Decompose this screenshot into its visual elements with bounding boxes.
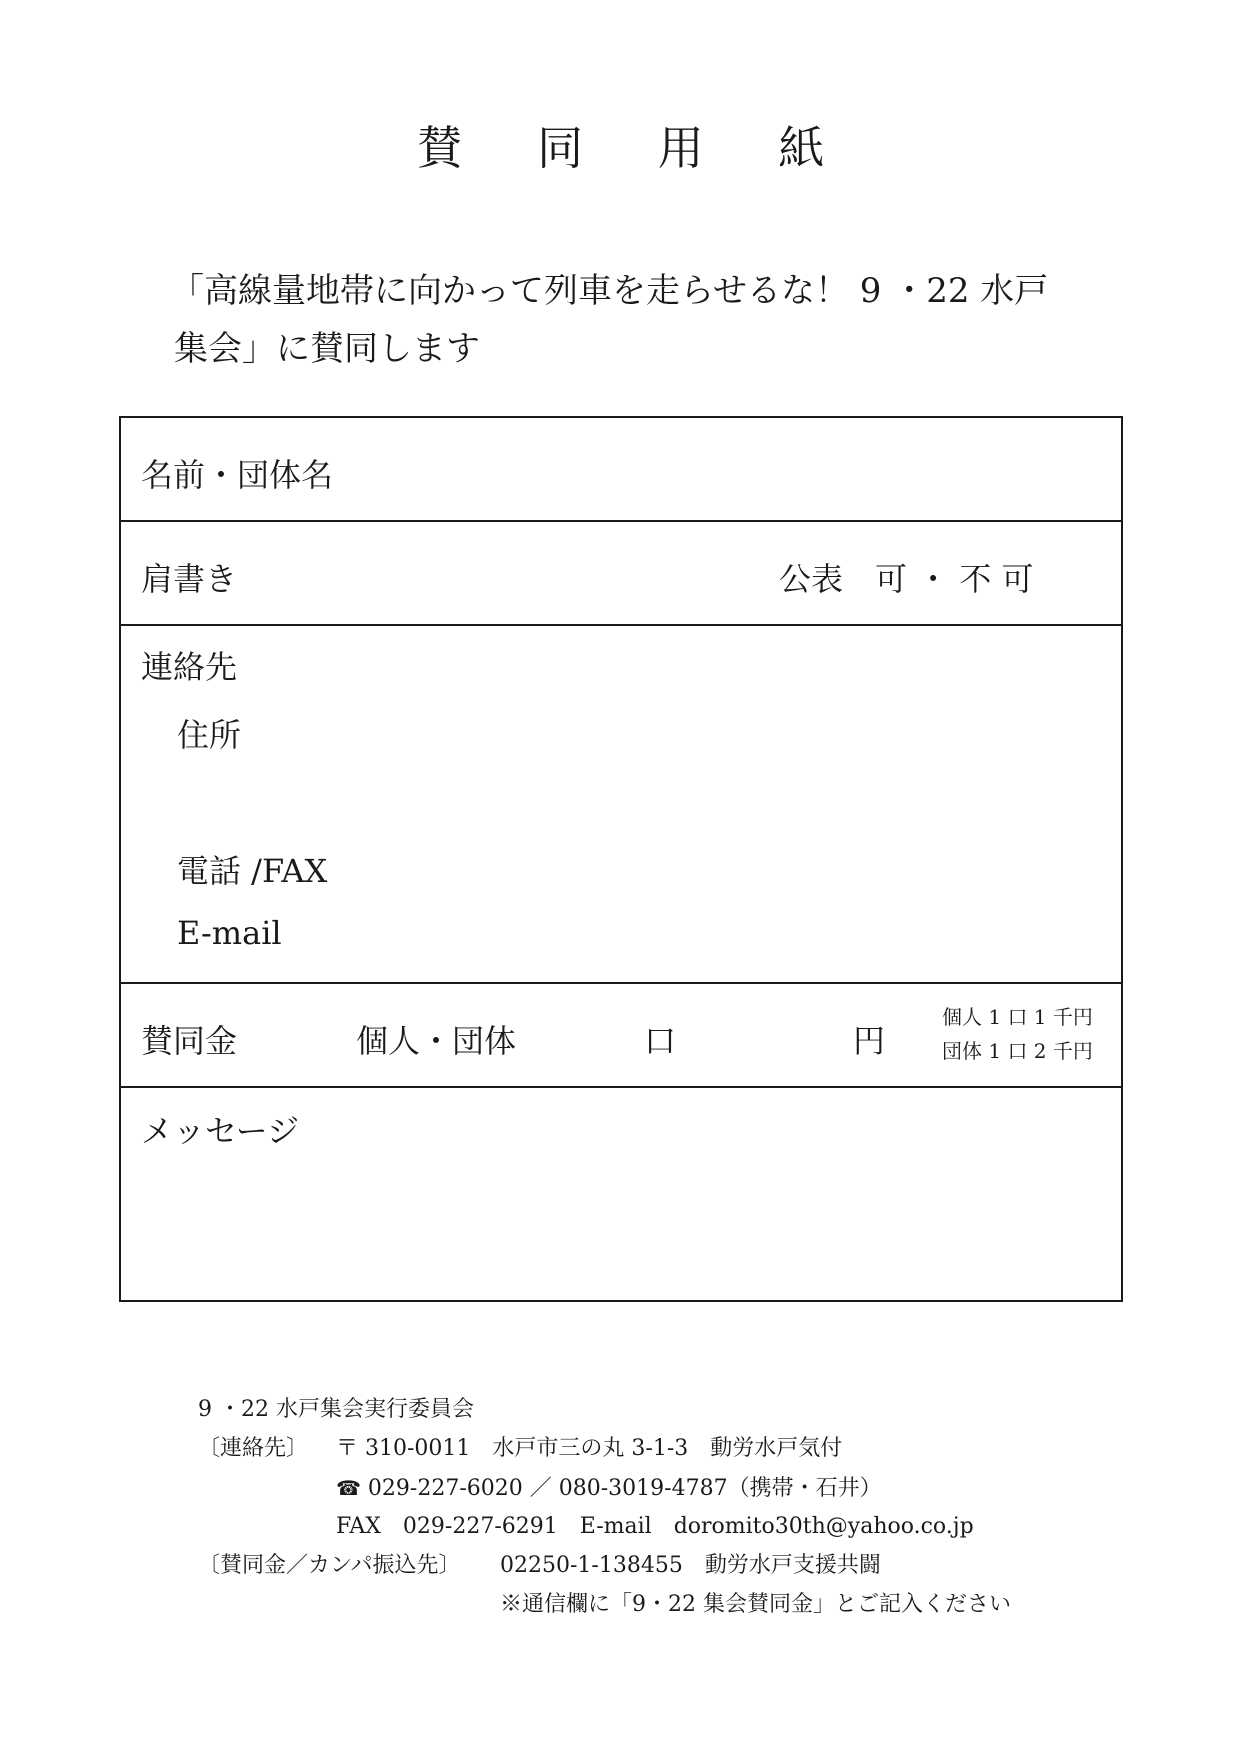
message-label: メッセージ: [141, 1112, 300, 1150]
endorsement-form: [119, 416, 1123, 1302]
name-label: 名前・団体名: [141, 456, 334, 494]
contact-heading: 〔連絡先〕: [198, 1436, 309, 1461]
donor-type-option[interactable]: 個人・団体: [356, 1022, 517, 1060]
donation-label: 賛同金: [141, 1022, 238, 1060]
intro-line-1: 「高線量地帯に向かって列車を走らせるな！ 9 ・22 水戸: [170, 271, 1049, 311]
address-field[interactable]: 住所: [177, 716, 242, 754]
transfer-account: 02250-1-138455 動労水戸支援共闘: [500, 1553, 881, 1578]
rate-group: 団体 1 口 2 千円: [942, 1039, 1093, 1063]
phone-line: [336, 1473, 882, 1504]
phone-numbers: 029-227-6020 ／ 080-3019-4787（携帯・石井）: [367, 1476, 882, 1501]
donation-rate-note: [942, 1000, 1093, 1068]
transfer-heading: 〔賛同金／カンパ振込先〕: [198, 1553, 461, 1578]
rate-individual: 個人 1 口 1 千円: [942, 1005, 1093, 1029]
intro-line-2: 集会」に賛同します: [174, 329, 480, 369]
message-row[interactable]: [121, 1088, 1121, 1302]
name-row[interactable]: [121, 418, 1121, 522]
units-field[interactable]: 口: [644, 1022, 677, 1060]
publish-option[interactable]: 公表 可 ・ 不 可: [779, 560, 1034, 598]
email-field[interactable]: E-mail: [177, 914, 282, 952]
affiliation-label: 肩書き: [141, 560, 238, 598]
intro-statement: [170, 262, 1090, 378]
postal-address: 〒 310-0011 水戸市三の丸 3-1-3 動労水戸気付: [336, 1436, 843, 1461]
committee-name: 9 ・22 水戸集会実行委員会: [198, 1397, 474, 1422]
page-title: 賛 同 用 紙: [416, 121, 855, 175]
affiliation-row[interactable]: [121, 522, 1121, 626]
transfer-note: ※通信欄に「9・22 集会賛同金」とご記入ください: [500, 1592, 1011, 1617]
contact-row: [121, 626, 1121, 984]
yen-field[interactable]: 円: [853, 1022, 886, 1060]
phone-fax-field[interactable]: 電話 /FAX: [177, 852, 328, 890]
fax-email-line: FAX 029-227-6291 E-mail doromito30th@yahoo.co.jp: [336, 1514, 974, 1539]
donation-row: [121, 984, 1121, 1088]
contact-label: 連絡先: [141, 648, 238, 686]
telephone-icon: ☎: [336, 1476, 361, 1500]
